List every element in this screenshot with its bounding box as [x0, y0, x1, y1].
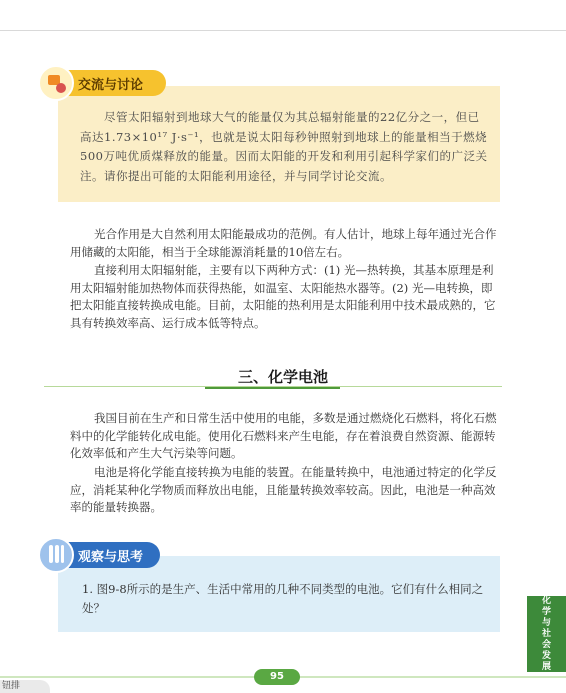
- side-tab-char: 社: [541, 628, 551, 639]
- observe-badge: [40, 542, 160, 568]
- side-tab-char: 学: [541, 606, 551, 617]
- observe-question: 1. 图9-8所示的是生产、生活中常用的几种不同类型的电池。它们有什么相同之处？: [82, 582, 484, 615]
- discussion-icon: [38, 65, 74, 101]
- side-tab-char: 化: [541, 595, 551, 606]
- side-tab-char: 与: [541, 617, 551, 628]
- paragraph-photosynthesis: 光合作用是大自然利用太阳能最成功的范例。有人估计，地球上每年通过光合作用储藏的太阳能，相当于全球能源消耗量的10倍左右。: [70, 227, 497, 259]
- side-tab-char: 发: [541, 650, 551, 661]
- test-tubes-icon: [38, 537, 74, 573]
- top-rule: [0, 30, 566, 31]
- observe-badge-label: 观察与思考: [78, 550, 144, 565]
- paragraph-solar-methods: 直接利用太阳辐射能，主要有以下两种方式：(1) 光—热转换，其基本原理是利用太阳辐射能加热物体而获得热能，如温室、太阳能热水器等。(2) 光—电转换，即把太阳能直接转换成电能。目前，太阳能的热利用是太阳能利用中技术最成熟的，它具有转换效率高、运行成本低等特点。: [70, 263, 496, 330]
- paragraph-fossil-fuels: 我国目前在生产和日常生活中使用的电能，多数是通过燃烧化石燃料，将化石燃料中的化学能转化成电能。使用化石燃料来产生电能，存在着浪费自然资源、能源转化效率低和产生大气污染等问题。: [70, 411, 497, 460]
- side-tab-char: 展: [541, 661, 551, 672]
- discussion-badge-label: 交流与讨论: [78, 78, 144, 93]
- side-tab-char: 会: [541, 639, 551, 650]
- section-title: 三、化学电池: [237, 368, 328, 386]
- discussion-text: 尽管太阳辐射到地球大气的能量仅为其总辐射能量的22亿分之一，但已高达1.73×10¹⁷ J·s⁻¹，也就是说太阳每秒钟照射到地球上的能量相当于燃烧500万吨优质煤释放的能量。因而太阳能的开发和利用引起科学家们的广泛关注。请你提出可能的太阳能利用途径，并与同学讨论交流。: [80, 110, 488, 183]
- paragraph-battery: 电池是将化学能直接转换为电能的装置。在能量转换中，电池通过特定的化学反应，消耗某种化学物质而释放出电能，且能量转换效率较高。因此，电池是一种高效率的能量转换器。: [70, 465, 497, 514]
- title-underline: [205, 387, 340, 389]
- discussion-badge: [40, 70, 166, 96]
- chapter-side-tab: [527, 596, 566, 672]
- page-number: 95: [254, 669, 300, 685]
- corner-note: 钮排: [0, 680, 50, 693]
